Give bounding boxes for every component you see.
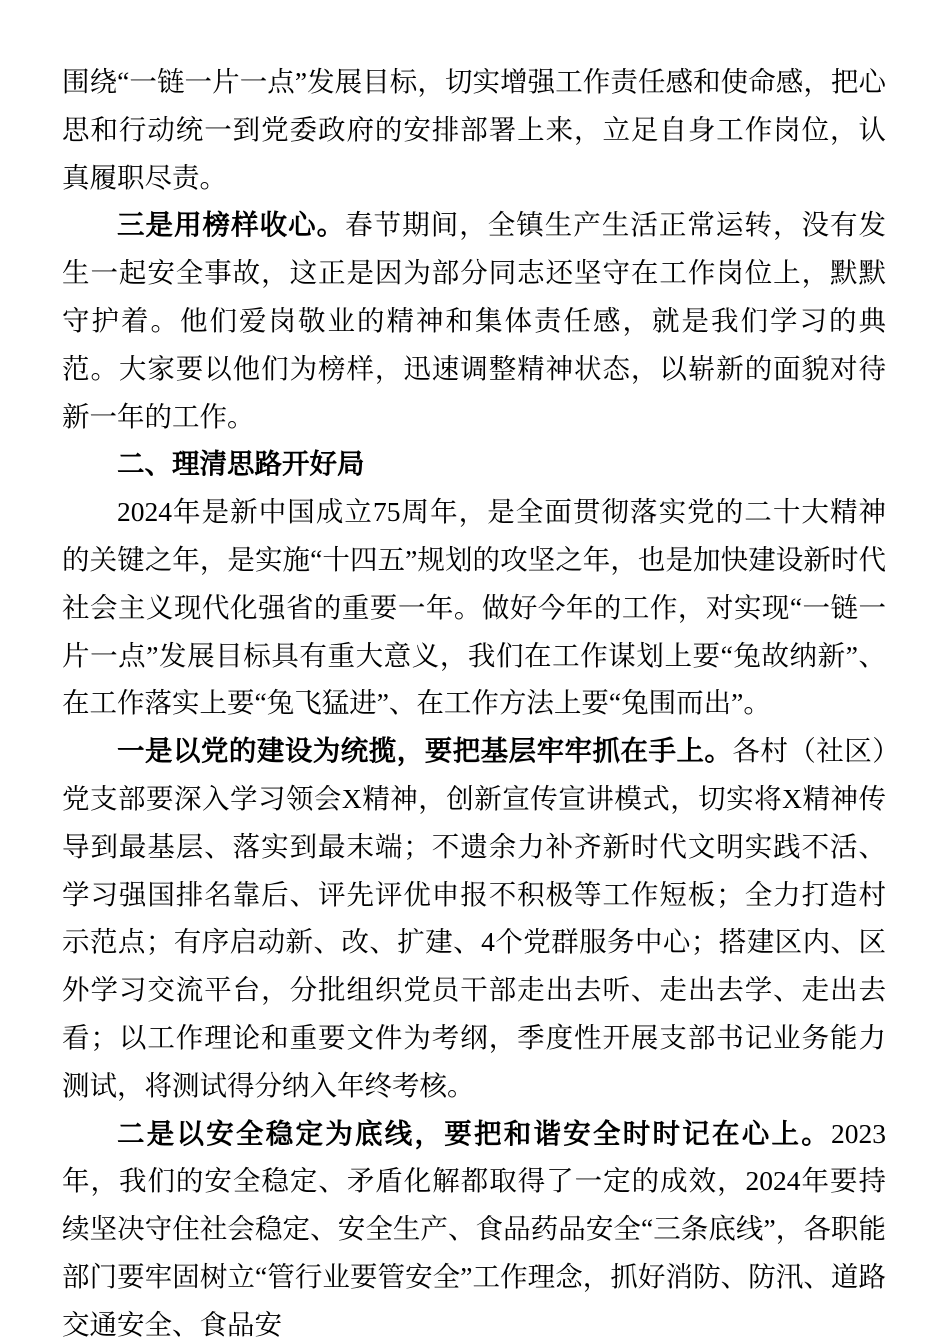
section-heading-run: 二、理清思路开好局	[117, 448, 365, 480]
text-run: 春节期间，全镇生产生活正常运转，没有发生一起安全事故，这正是因为部分同志还坚守在工作岗位上，默默守护着。他们爱岗敬业的精神和集体责任感，就是我们学习的典范。大家要以他们为榜样，迅速调整精神状态，以崭新的面貌对待新一年的工作。	[62, 209, 887, 432]
bold-lead-run: 一是以党的建设为统揽，要把基层牢牢抓在手上。	[117, 735, 733, 767]
text-run: 围绕“一链一片一点”发展目标，切实增强工作责任感和使命感，把心思和行动统一到党委政府的安排部署上来，立足自身工作岗位，认真履职尽责。	[62, 66, 886, 193]
bold-lead-run: 二是以安全稳定为底线，要把和谐安全时时记在心上。	[117, 1117, 831, 1149]
heading-section-two	[62, 440, 886, 488]
paragraph-party-building	[62, 727, 886, 1109]
paragraph-continuation	[62, 58, 886, 201]
document-body	[62, 58, 886, 1344]
text-run: 各村（社区）党支部要深入学习领会X精神，创新宣传宣讲模式，切实将X精神传导到最基层、落实到最末端；不遗余力补齐新时代文明实践不活、学习强国排名靠后、评先评优申报不积极等工作短板；全力打造村示范点；有序启动新、改、扩建、4个党群服务中心；搭建区内、区外学习交流平台，分批组织党员干部走出去听、走出去学、走出去看；以工作理论和重要文件为考纲，季度性开展支部书记业务能力测试，将测试得分纳入年终考核。	[62, 735, 887, 1101]
paragraph-safety-stability	[62, 1110, 886, 1344]
paragraph-role-models	[62, 201, 886, 440]
text-run: 2024年是新中国成立75周年，是全面贯彻落实党的二十大精神的关键之年，是实施“十四五”规划的攻坚之年，也是加快建设新时代社会主义现代化强省的重要一年。做好今年的工作，对实现“一链一片一点”发展目标具有重大意义，我们在工作谋划上要“兔故纳新”、在工作落实上要“兔飞猛进”、在工作方法上要“兔围而出”。	[62, 496, 886, 719]
bold-lead-run: 三是用榜样收心。	[117, 209, 346, 241]
paragraph-2024-overview	[62, 488, 886, 727]
text-run: 2023年，我们的安全稳定、矛盾化解都取得了一定的成效，2024年要持续坚决守住社会稳定、安全生产、食品药品安全“三条底线”，各职能部门要牢固树立“管行业要管安全”工作理念，抓好消防、防汛、道路交通安全、食品安	[62, 1117, 886, 1340]
